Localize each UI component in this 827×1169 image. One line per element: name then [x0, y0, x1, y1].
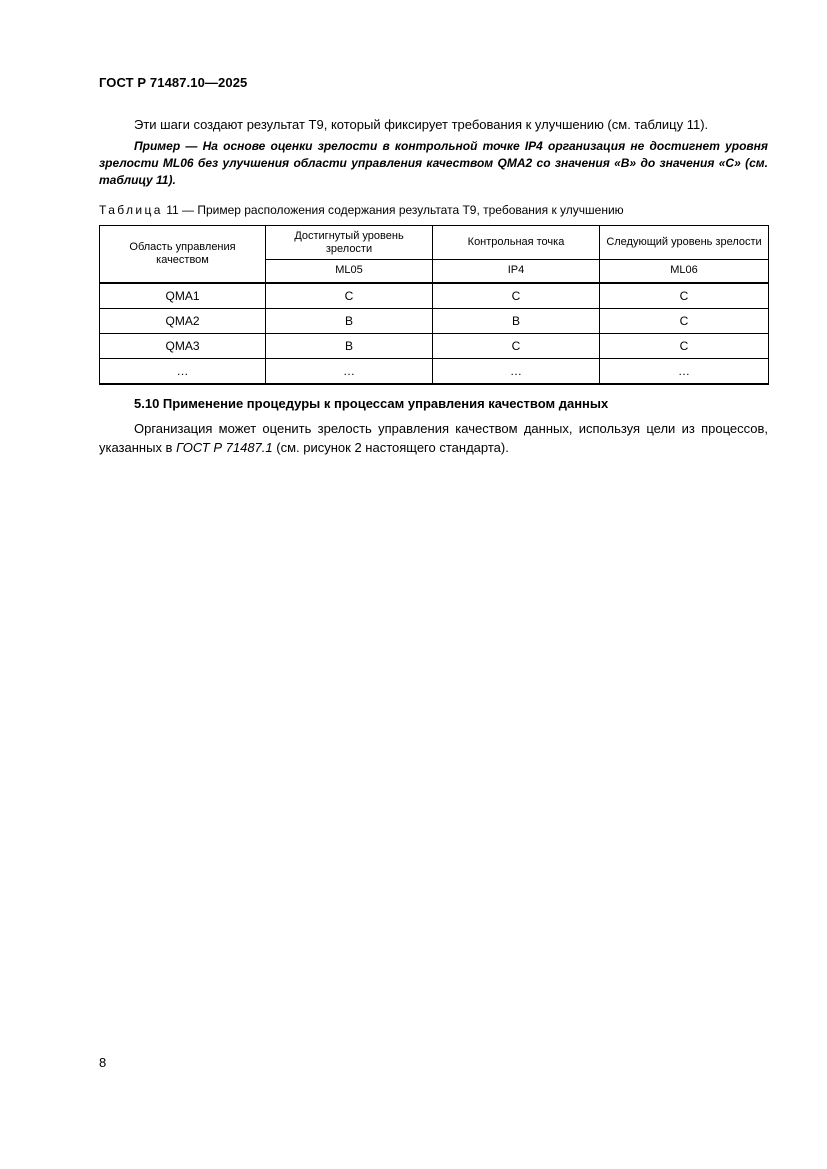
- table-row: [100, 358, 769, 384]
- cell-area: …: [100, 358, 266, 384]
- section-heading: 5.10 Применение процедуры к процессам управления качеством данных: [134, 396, 609, 411]
- table-caption-text: 11 — Пример расположения содержания результата T9, требования к улучшению: [166, 203, 624, 217]
- page-number: 8: [99, 1055, 107, 1070]
- table-caption-label: Таблица: [99, 203, 163, 217]
- cell-checkpoint: …: [433, 358, 600, 384]
- cell-checkpoint: C: [433, 333, 600, 358]
- cell-area: QMA2: [100, 308, 266, 333]
- cell-next: …: [600, 358, 769, 384]
- table-caption: [99, 203, 624, 217]
- cell-achieved: B: [266, 333, 433, 358]
- section-text-before: Организация может оценить зрелость управления качеством данных, используя цели из процессов, указанных в: [99, 421, 768, 455]
- section-text-after: (см. рисунок 2 настоящего стандарта).: [272, 440, 509, 455]
- section-paragraph: [99, 419, 768, 457]
- cell-area: QMA3: [100, 333, 266, 358]
- header-next-level: Следующий уровень зрелости: [600, 226, 769, 260]
- cell-achieved: B: [266, 308, 433, 333]
- intro-paragraph: Эти шаги создают результат T9, который фиксирует требования к улучшению (см. таблицу 11).: [134, 117, 709, 132]
- subheader-checkpoint: IP4: [433, 260, 600, 283]
- cell-checkpoint: C: [433, 283, 600, 309]
- subheader-next-level: ML06: [600, 260, 769, 283]
- cell-checkpoint: B: [433, 308, 600, 333]
- cell-next: C: [600, 283, 769, 309]
- table-row: [100, 283, 769, 309]
- subheader-achieved-level: ML05: [266, 260, 433, 283]
- cell-area: QMA1: [100, 283, 266, 309]
- header-achieved-level: Достигнутый уровень зрелости: [266, 226, 433, 260]
- cell-achieved: …: [266, 358, 433, 384]
- example-note: Пример — На основе оценки зрелости в контрольной точке IP4 организация не достигнет уровня зрелости ML06 без улучшения области управления качеством QMA2 со значения «B» до значения «C» (см. таблицу 11).: [99, 139, 768, 187]
- standard-reference: ГОСТ Р 71487.1: [176, 440, 273, 455]
- header-quality-area: Область управления качеством: [100, 226, 266, 283]
- document-code: ГОСТ Р 71487.10—2025: [99, 75, 248, 90]
- cell-next: C: [600, 308, 769, 333]
- table-row: [100, 308, 769, 333]
- table-row: [100, 333, 769, 358]
- cell-next: C: [600, 333, 769, 358]
- header-checkpoint: Контрольная точка: [433, 226, 600, 260]
- cell-achieved: C: [266, 283, 433, 309]
- improvement-requirements-table: [99, 225, 769, 385]
